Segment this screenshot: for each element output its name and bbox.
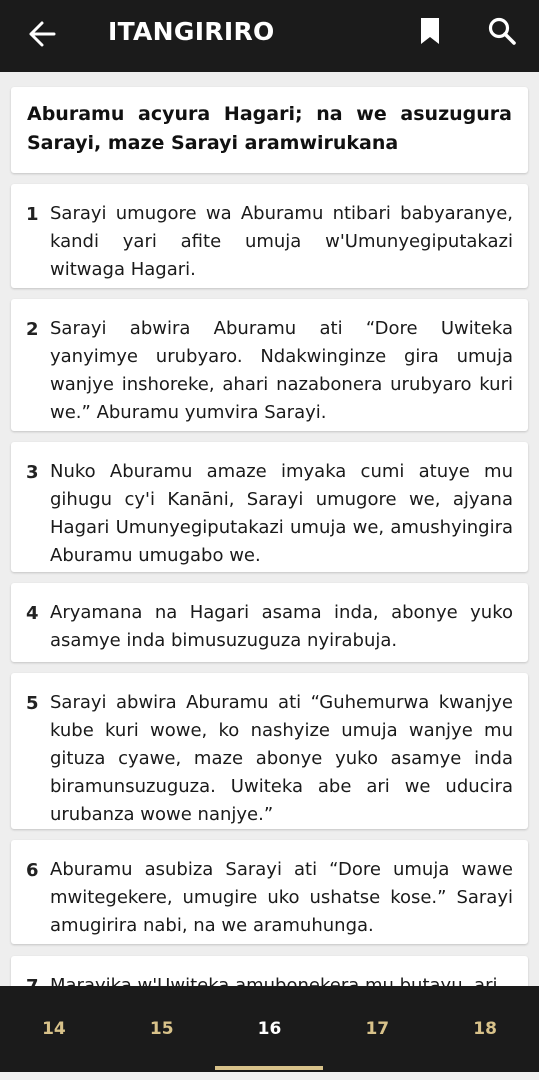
verse-card[interactable] [11, 673, 528, 829]
verse-card[interactable] [11, 442, 528, 572]
verse-text: Sarayi umugore wa Aburamu ntibari babyaranye, kandi yari afite umuja w'Umunyegiputakazi witwaga Hagari. [50, 203, 513, 280]
verse-card[interactable] [11, 583, 528, 662]
search-icon [484, 14, 520, 50]
section-heading: Aburamu acyura Hagari; na we asuzugura Sarayi, maze Sarayi aramwirukana [27, 103, 512, 154]
verse-text: Sarayi abwira Aburamu ati “Guhemurwa kwanjye kube kuri wowe, ko nashyize umuja wanjye mu gituza cyawe, maze abonye yuko asamye inda biramunsuzuguza. Uwiteka abe ari we uducira urubanza wowe nanjye.” [50, 692, 513, 825]
verse-text: Aryamana na Hagari asama inda, abonye yuko asamye inda bimusuzuguza nyirabuja. [50, 602, 513, 651]
verse [11, 840, 528, 940]
verse-card[interactable] [11, 840, 528, 944]
verse-number: 6 [26, 860, 39, 881]
section-heading-card [11, 87, 528, 173]
verse [11, 184, 528, 284]
verse-card[interactable] [11, 299, 528, 431]
verse [11, 673, 528, 829]
book-title: ITANGIRIRO [108, 17, 275, 46]
verse-text: Sarayi abwira Aburamu ati “Dore Uwiteka yanyimye urubyaro. Ndakwinginze gira umuja wanjye inshoreke, ahari nazabonera urubyaro kuri we.” Aburamu yumvira Sarayi. [50, 318, 513, 423]
active-tab-indicator [215, 1066, 323, 1070]
verse-number: 2 [26, 319, 39, 340]
verse-number: 4 [26, 603, 39, 624]
back-button[interactable] [26, 18, 58, 50]
chapter-tab-15[interactable]: 15 [149, 1019, 174, 1039]
arrow-left-icon [28, 21, 56, 47]
verse [11, 442, 528, 570]
bookmark-button[interactable] [418, 16, 444, 48]
verse-card[interactable] [11, 184, 528, 288]
system-nav-strip [0, 1072, 539, 1080]
search-button[interactable] [484, 14, 520, 50]
chapter-content[interactable] [0, 72, 539, 986]
chapter-tab-14[interactable]: 14 [42, 1019, 66, 1039]
verse-number: 3 [26, 462, 39, 483]
verse [11, 299, 528, 427]
top-app-bar [0, 0, 539, 72]
verse-text: Nuko Aburamu amaze imyaka cumi atuye mu gihugu cy'i Kanāni, Sarayi umugore we, ajyana Hagari Umunyegiputakazi umuja we, amushyingira Aburamu umugabo we. [50, 461, 513, 566]
verse-number: 1 [26, 204, 39, 225]
verse [11, 583, 528, 655]
bookmark-icon [418, 16, 444, 48]
verse-number: 5 [26, 693, 39, 714]
chapter-nav-bar [0, 986, 539, 1080]
chapter-tab-18[interactable]: 18 [473, 1019, 497, 1039]
chapter-tab-16[interactable]: 16 [257, 1019, 282, 1039]
chapter-tab-17[interactable]: 17 [365, 1019, 390, 1039]
verse-text: Aburamu asubiza Sarayi ati “Dore umuja wawe mwitegekere, umugire uko ushatse kose.” Sarayi amugirira nabi, na we aramuhunga. [50, 859, 513, 936]
